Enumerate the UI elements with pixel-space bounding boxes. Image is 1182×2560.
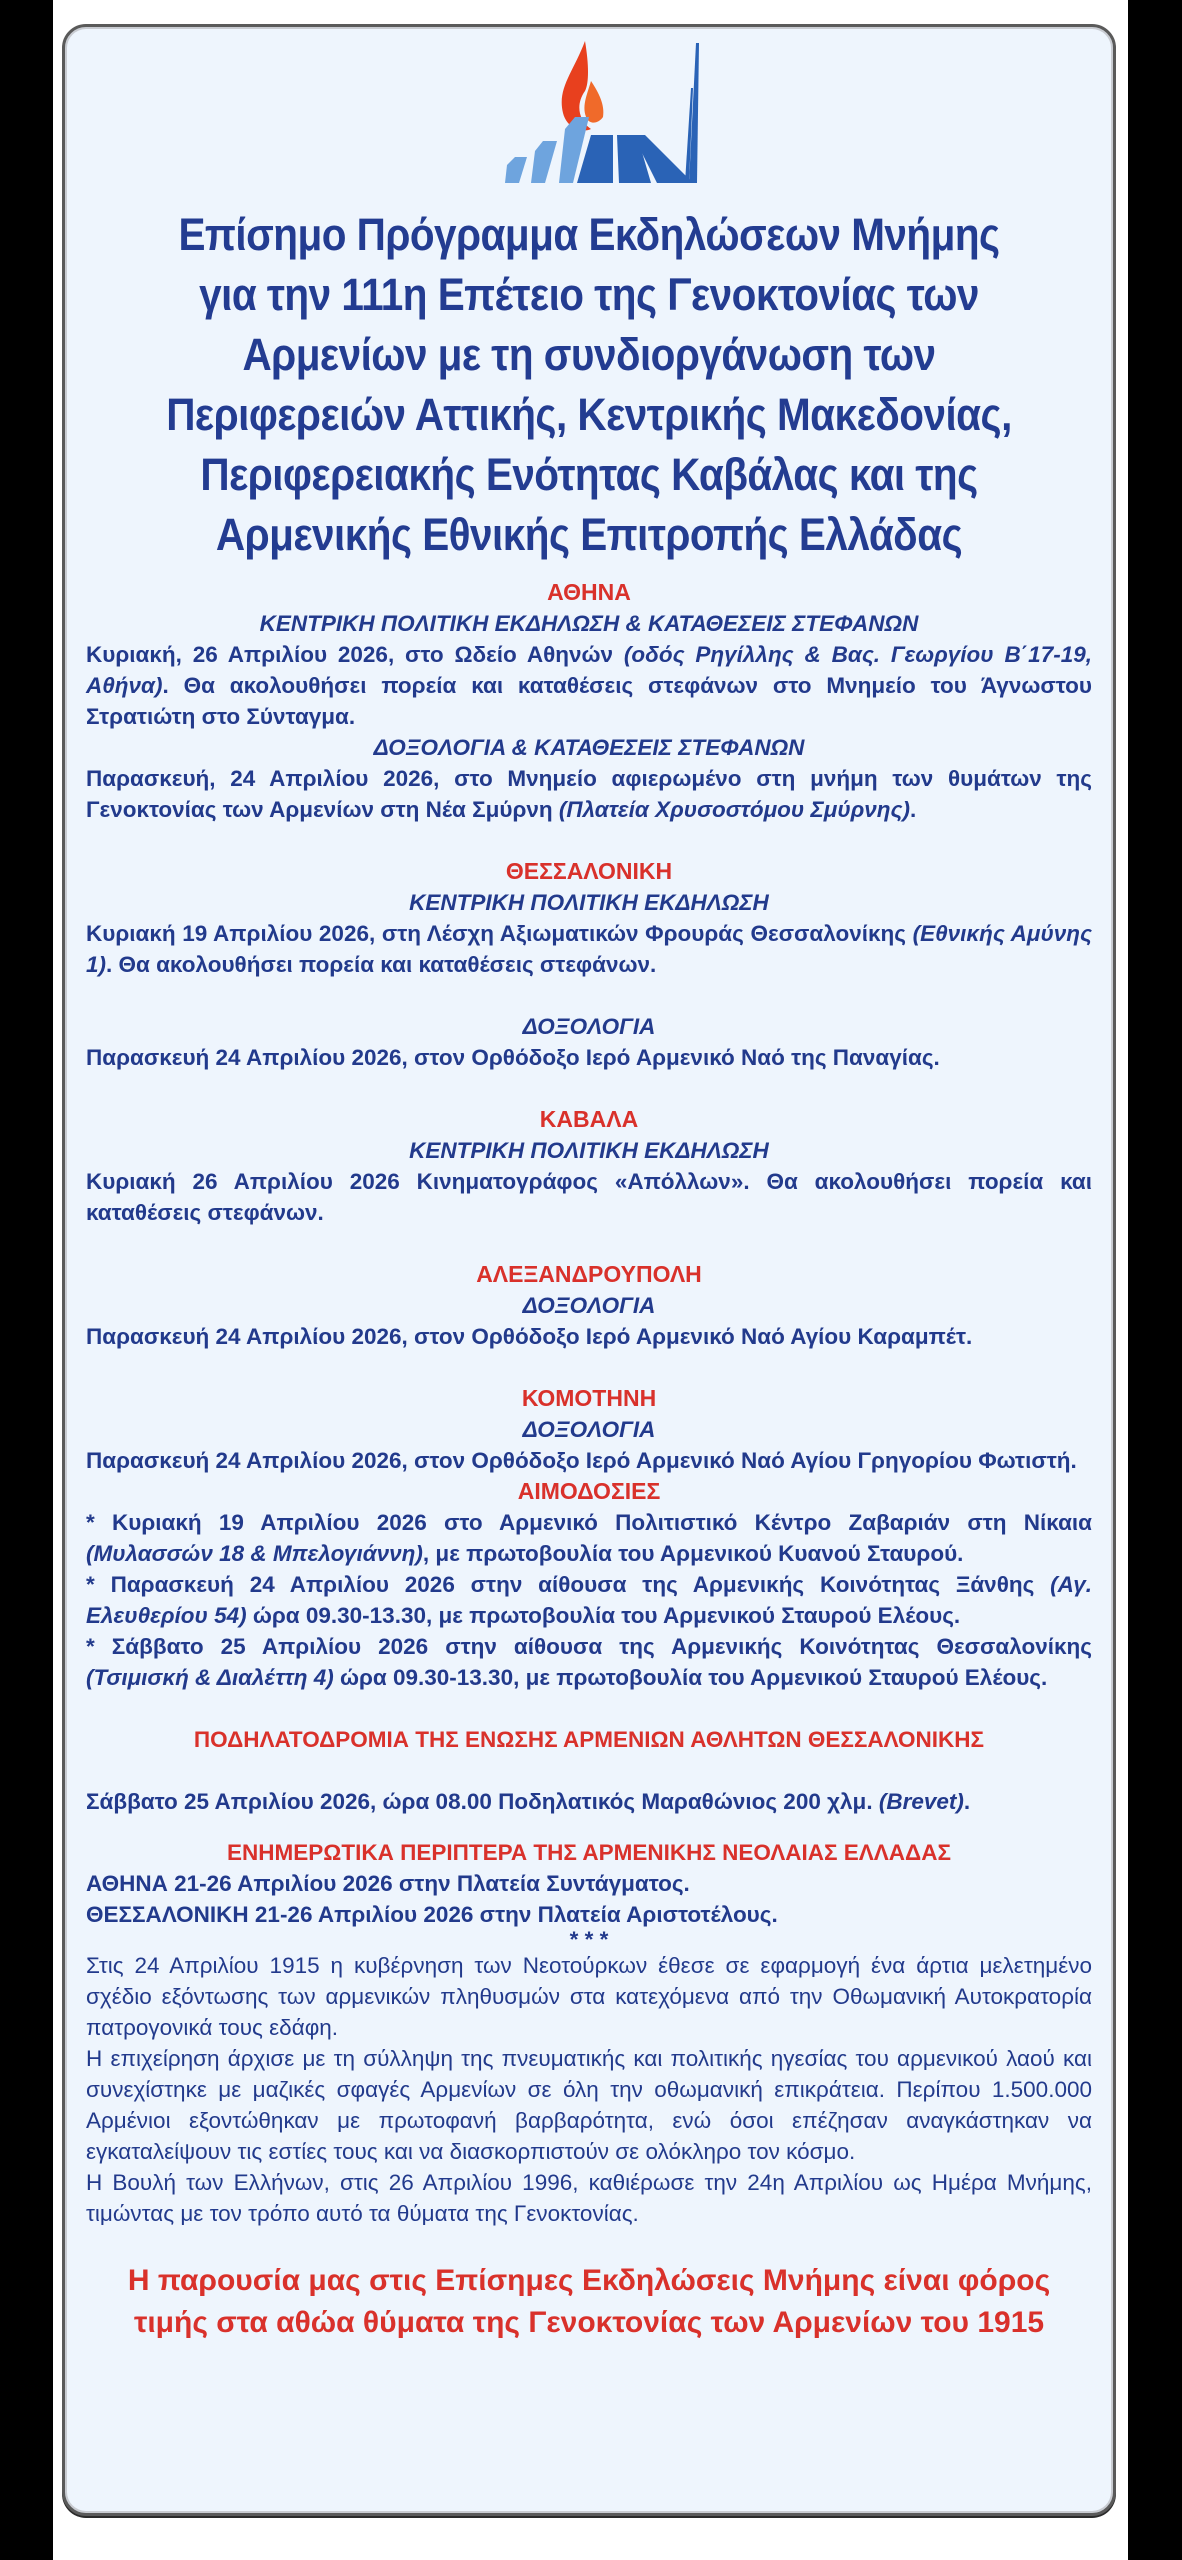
- city-heading-alexandroupoli: ΑΛΕΞΑΝΔΡΟΥΠΟΛΗ: [476, 1261, 702, 1287]
- history-paragraph: Η Βουλή των Ελλήνων, στις 26 Απριλίου 1996, καθιέρωσε την 24η Απριλίου ως Ημέρα Μνήμης, τιμώντας με τον τρόπο αυτό τα θύματα της Γενοκτονίας.: [86, 2170, 1092, 2226]
- title-line: Αρμενικής Εθνικής Επιτροπής Ελλάδας: [215, 509, 963, 560]
- kiosk-athens: ΑΘΗΝΑ 21-26 Απριλίου 2026 στην Πλατεία Συντάγματος.: [86, 1871, 690, 1896]
- event-title: ΔΟΞΟΛΟΓΙΑ: [522, 1417, 656, 1442]
- blood-drive-item: * Κυριακή 19 Απριλίου 2026 στο Αρμενικό Πολιτιστικό Κέντρο Ζαβαριάν στη Νίκαια (Μυλασσών 18 & Μπελογιάννη), με πρωτοβουλία του Αρμενικού Κυανού Σταυρού.: [86, 1510, 1092, 1566]
- city-heading-kavala: ΚΑΒΑΛΑ: [539, 1106, 639, 1132]
- separator: * * *: [569, 1927, 609, 1952]
- event-title: ΔΟΞΟΛΟΓΙΑ & ΚΑΤΑΘΕΣΕΙΣ ΣΤΕΦΑΝΩΝ: [373, 735, 805, 760]
- event-title: ΔΟΞΟΛΟΓΙΑ: [522, 1293, 656, 1318]
- program-content: [86, 577, 1092, 2344]
- title-line: Περιφερειακής Ενότητας Καβάλας και της: [200, 449, 978, 500]
- section-heading-cycling: ΠΟΔΗΛΑΤΟΔΡΟΜΙΑ ΤΗΣ ΕΝΩΣΗΣ ΑΡΜΕΝΙΩΝ ΑΘΛΗΤΩΝ ΘΕΣΣΑΛΟΝΙΚΗΣ: [193, 1727, 985, 1752]
- event-description: Κυριακή 19 Απριλίου 2026, στη Λέσχη Αξιωματικών Φρουράς Θεσσαλονίκης (Εθνικής Αμύνης 1). Θα ακολουθήσει πορεία και καταθέσεις στεφάνων.: [86, 921, 1092, 977]
- title-line: Αρμενίων με τη συνδιοργάνωση των: [242, 329, 936, 380]
- event-address: (Πλατεία Χρυσοστόμου Σμύρνης): [558, 797, 910, 822]
- city-heading-athens: ΑΘΗΝΑ: [547, 579, 631, 605]
- event-title: ΚΕΝΤΡΙΚΗ ΠΟΛΙΤΙΚΗ ΕΚΔΗΛΩΣΗ: [409, 1138, 769, 1163]
- event-description: Παρασκευή 24 Απριλίου 2026, στον Ορθόδοξο Ιερό Αρμενικό Ναό Αγίου Καραμπέτ.: [86, 1324, 973, 1349]
- kiosk-thessaloniki: ΘΕΣΣΑΛΟΝΙΚΗ 21-26 Απριλίου 2026 στην Πλατεία Αριστοτέλους.: [86, 1902, 778, 1927]
- closing-statement: Η παρουσία μας στις Επίσημες Εκδηλώσεις Μνήμης είναι φόρος τιμής στα αθώα θύματα της Γενοκτονίας των Αρμενίων του 1915: [127, 2264, 1051, 2339]
- memorial-flame-111-logo-icon: [465, 33, 725, 203]
- event-address: (Μυλασσών 18 & Μπελογιάννη): [86, 1541, 423, 1566]
- cycling-description: Σάββατο 25 Απριλίου 2026, ώρα 08.00 Ποδηλατικός Μαραθώνιος 200 χλμ. (Brevet).: [86, 1789, 971, 1814]
- event-title: ΔΟΞΟΛΟΓΙΑ: [522, 1014, 656, 1039]
- event-address: (Εθνικής Αμύνης 1): [86, 921, 1092, 977]
- event-description: Κυριακή 26 Απριλίου 2026 Κινηματογράφος «Απόλλων». Θα ακολουθήσει πορεία και καταθέσεις στεφάνων.: [86, 1169, 1092, 1225]
- event-address: (Αγ. Ελευθερίου 54): [86, 1572, 1092, 1628]
- title-line: για την 111η Επέτειο της Γενοκτονίας των: [199, 269, 979, 320]
- announcement-card: [62, 24, 1116, 2516]
- page: [53, 0, 1128, 2560]
- city-heading-thessaloniki: ΘΕΣΣΑΛΟΝΙΚΗ: [505, 858, 673, 884]
- title-line: Περιφερειών Αττικής, Κεντρικής Μακεδονίας,: [166, 389, 1012, 440]
- event-description: Παρασκευή 24 Απριλίου 2026, στον Ορθόδοξο Ιερό Αρμενικό Ναό της Παναγίας.: [86, 1045, 940, 1070]
- blood-drive-item: * Παρασκευή 24 Απριλίου 2026 στην αίθουσα της Αρμενικής Κοινότητας Ξάνθης (Αγ. Ελευθερίου 54) ώρα 09.30-13.30, με πρωτοβουλία του Αρμενικού Σταυρού Ελέους.: [86, 1572, 1092, 1628]
- event-title: ΚΕΝΤΡΙΚΗ ΠΟΛΙΤΙΚΗ ΕΚΔΗΛΩΣΗ: [409, 890, 769, 915]
- event-description: Κυριακή, 26 Απριλίου 2026, στο Ωδείο Αθηνών (οδός Ρηγίλλης & Βας. Γεωργίου Β΄17-19, Αθήνα). Θα ακολουθήσει πορεία και καταθέσεις στεφάνων στο Μνημείο του Άγνωστου Στρατιώτη στο Σύνταγμα.: [86, 642, 1092, 729]
- page-title: [117, 205, 1060, 565]
- event-description: Παρασκευή 24 Απριλίου 2026, στον Ορθόδοξο Ιερό Αρμενικό Ναό Αγίου Γρηγορίου Φωτιστή.: [86, 1448, 1077, 1473]
- history-paragraph: Στις 24 Απριλίου 1915 η κυβέρνηση των Νεοτούρκων έθεσε σε εφαρμογή ένα άρτια μελετημένο σχέδιο εξόντωσης των αρμενικών πληθυσμών στα κατεχόμενα από την Οθωμανική Αυτοκρατορία πατρογονικά τους εδάφη.: [86, 1953, 1092, 2040]
- history-paragraph: Η επιχείρηση άρχισε με τη σύλληψη της πνευματικής και πολιτικής ηγεσίας του αρμενικού λαού και συνεχίστηκε με μαζικές σφαγές Αρμενίων σε όλη την οθωμανική επικράτεια. Περίπου 1.500.000 Αρμένιοι εξοντώθηκαν με πρωτοφανή βαρβαρότητα, ενώ όσοι επέζησαν αναγκάστηκαν να εγκαταλείψουν τις εστίες τους και να διασκορπιστούν σε ολόκληρο τον κόσμο.: [86, 2046, 1092, 2164]
- event-description: Παρασκευή, 24 Απριλίου 2026, στο Μνημείο αφιερωμένο στη μνήμη των θυμάτων της Γενοκτονίας των Αρμενίων στη Νέα Σμύρνη (Πλατεία Χρυσοστόμου Σμύρνης).: [86, 766, 1092, 822]
- section-heading-kiosks: ΕΝΗΜΕΡΩΤΙΚΑ ΠΕΡΙΠΤΕΡΑ ΤΗΣ ΑΡΜΕΝΙΚΗΣ ΝΕΟΛΑΙΑΣ ΕΛΛΑΔΑΣ: [227, 1840, 951, 1865]
- city-heading-komotini: ΚΟΜΟΤΗΝΗ: [521, 1385, 657, 1411]
- section-heading-blood-drives: ΑΙΜΟΔΟΣΙΕΣ: [517, 1478, 661, 1504]
- blood-drive-item: * Σάββατο 25 Απριλίου 2026 στην αίθουσα της Αρμενικής Κοινότητας Θεσσαλονίκης (Τσιμισκή & Διαλέττη 4) ώρα 09.30-13.30, με πρωτοβουλία του Αρμενικού Σταυρού Ελέους.: [86, 1634, 1092, 1690]
- event-title: ΚΕΝΤΡΙΚΗ ΠΟΛΙΤΙΚΗ ΕΚΔΗΛΩΣΗ & ΚΑΤΑΘΕΣΕΙΣ ΣΤΕΦΑΝΩΝ: [259, 611, 919, 636]
- event-address: (Τσιμισκή & Διαλέττη 4): [86, 1665, 334, 1690]
- event-address: (οδός Ρηγίλλης & Βας. Γεωργίου Β΄17-19, Αθήνα): [86, 642, 1092, 698]
- title-line: Επίσημο Πρόγραμμα Εκδηλώσεων Μνήμης: [178, 209, 1000, 260]
